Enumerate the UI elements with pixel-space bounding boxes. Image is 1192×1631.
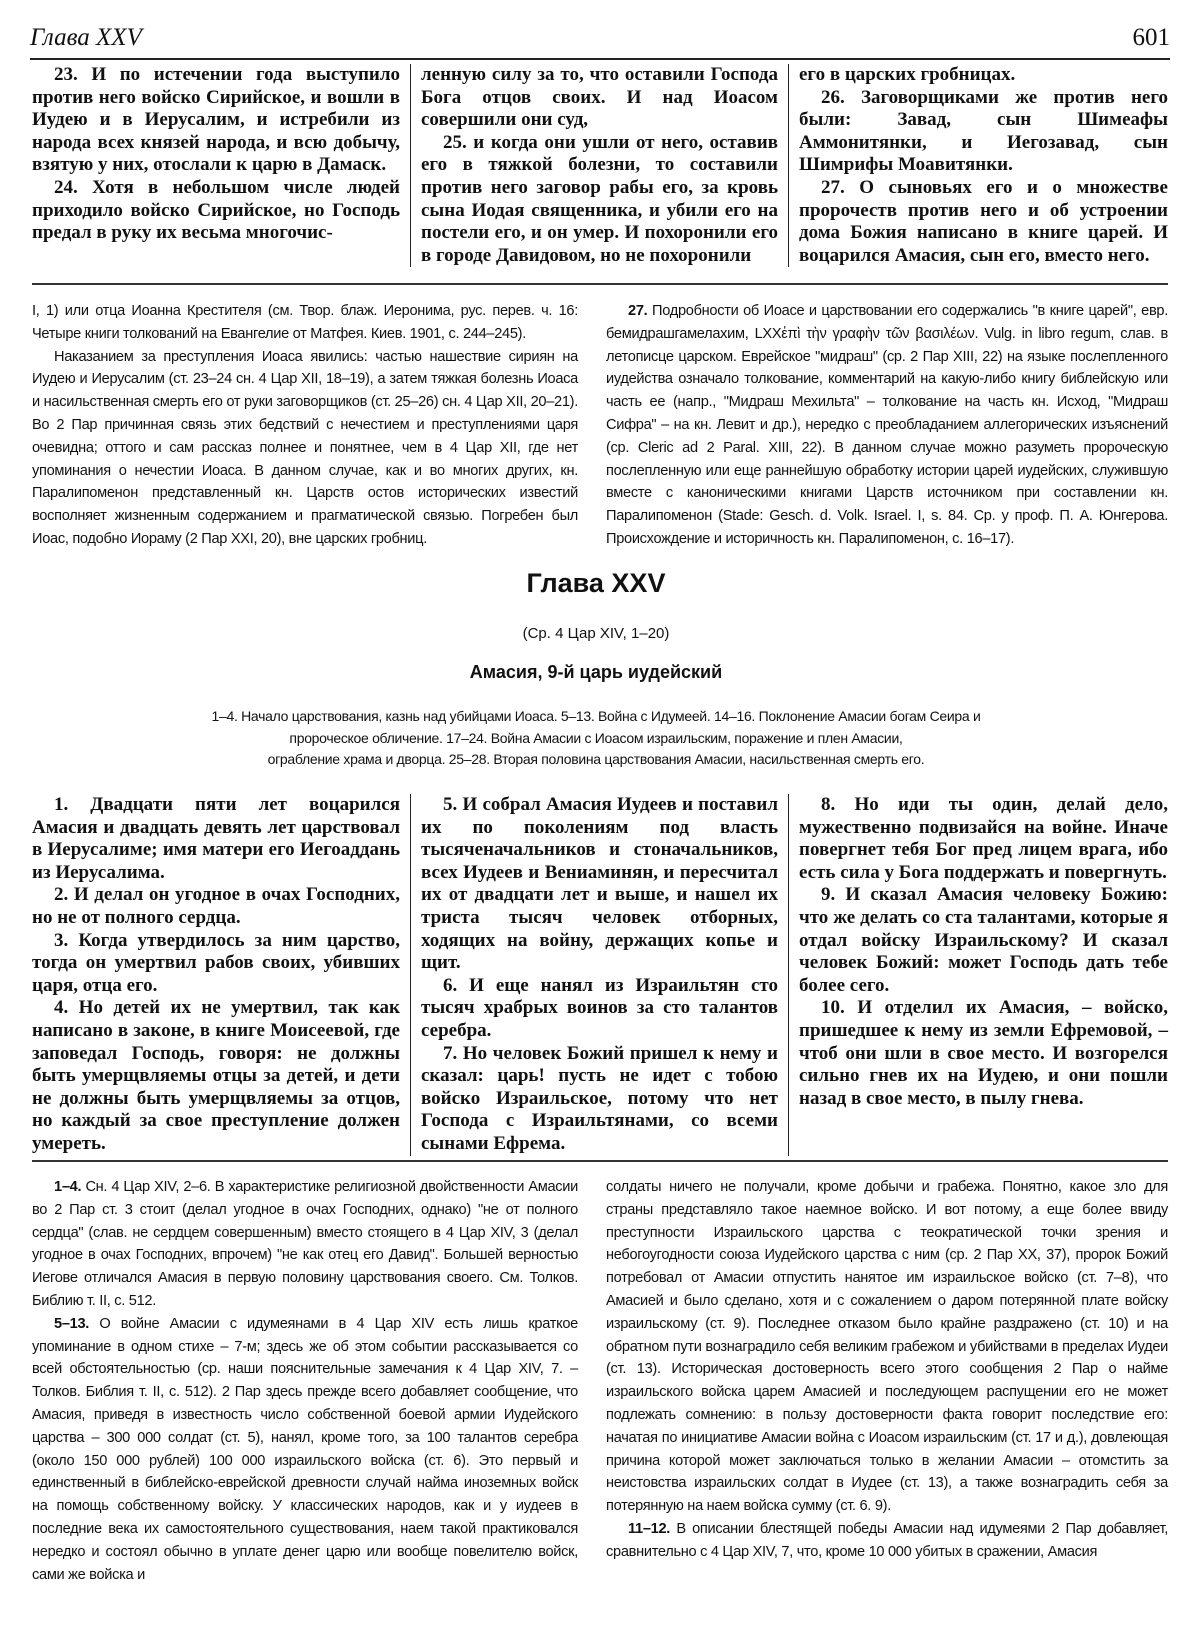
commentary-paragraph: солдаты ничего не получали, кроме добычи и грабежа. Понятно, какое зло для страны представляло такое наемное войско. И вот потому, а еще более ввиду преступности Израильского царства с теократической точки зрения и небогоугодности союза Иудейского царства с ним (ср. 2 Пар XX, 37), пророк Божий потребовал от Амасии отпустить нанятое им израильское войско (ст. 7–8), что Амасией и было сделано, хотя и с сожалением о даром потерянной плате войску израильскому (ст. 9). Последнее отказом было крайне раздражено (ст. 10) и на обратном пути вознаградило себя великим грабежом и убийствами в пределах Иудеи (ст. 13). Историческая достоверность всего этого сообщения 2 Пар о найме израильского войска царем Амасией и последующем распущении его не может подлежать сомнению: в пользу достоверности факта говорит последствие его: начатая по инициативе Амасии война с Иоасом израильским (ст. 17 и д.), довлеющая причина которой может заключаться только в желании Амасии – отомстить за неистовства израильских солдат в Иудее (ст. 13), а также вознаградить себя за потерянную на наем войска сумму (ст. 6. 9). [606,1179,1168,1515]
verse-6: 6. И еще нанял из Израильтян сто тысяч храбрых воинов за сто талантов серебра. [421,974,778,1041]
commentary-text: В описании блестящей победы Амасии над идумеями 2 Пар добавляет, сравнительно с 4 Цар XIV, 7, что, кроме 10 000 убитых в сражении, Амасия [606,1520,1168,1560]
scripture-column-2 [410,794,788,1156]
commentary-verse-label: 27. [628,303,648,319]
chapter-title: Глава XXV [526,568,666,598]
running-head-chapter: Глава XXV [30,24,142,51]
bottom-commentary-right [592,1176,1168,1586]
verse-4: 4. Но детей их не умертвил, так как написано в законе, в книге Моисеевой, где заповедал Господь, говоря: не должны быть умерщвляемы отцы за детей, и дети не должны быть умерщвляемы за отцов, но каждый за свое преступление должен умереть. [32,997,400,1154]
chapter-subtitle: Амасия, 9-й царь иудейский [469,662,723,682]
running-head [30,20,1170,56]
verse-9: 9. И сказал Амасия человеку Божию: что же делать со ста талантами, которые я отдал войску Израильскому? И сказал человек Божий: может Господь дать тебе более сего. [799,884,1168,996]
page-number: 601 [1132,24,1170,51]
bottom-commentary [32,1176,1168,1586]
bottom-commentary-left [32,1176,592,1586]
commentary-text: О войне Амасии с идумеянами в 4 Цар XIV есть лишь краткое упоминание в одном стихе – 7-м; здесь же об этом событии рассказывается со всей обстоятельностью (ср. наши пояснительные замечания к 4 Цар XIV, 7. – Толков. Библия т. II, с. 512). 2 Пар здесь прежде всего добавляет сообщение, что Амасия, приведя в известность число собственной боевой армии Иудейского царства – 300 000 солдат (ст. 5), нанял, кроме того, за 100 талантов серебра (около 150 000 рублей) 100 000 израильского войска (ст. 6). Это первый и единственный в библейско-еврейской древности случай найма иноземных войск на помощь собственному войску. У классических народов, как и у иудеев в последние века их самостоятельного существования, наем такой практиковался нередко и состоял обычно в уплате денег царю или вообще повелителю войск, сами же войска и [32,1315,578,1583]
commentary-paragraph [606,300,1168,551]
commentary-divider-top [32,283,1168,285]
commentary-paragraph: I, 1) или отца Иоанна Крестителя (см. Твор. блаж. Иеронима, рус. перев. ч. 16: Четыре книги толкований на Евангелие от Матфея. Киев. 1901, с. 244–245). [32,303,578,342]
scripture-column-1 [32,794,410,1156]
verse-24: 24. Хотя в небольшом числе людей приходило войско Сирийское, но Господь предал в руку их весьма многочис- [32,176,400,244]
commentary-paragraph [606,1518,1168,1564]
commentary-divider-bottom [32,1160,1168,1162]
summary-line: 1–4. Начало царствования, казнь над убийцами Иоаса. 5–13. Война с Идумеей. 14–16. Поклонение Амасии богам Сеира и [211,708,981,724]
bottom-scripture-columns [32,794,1168,1156]
verse-2: 2. И делал он угодное в очах Господних, но не от полного сердца. [32,884,400,928]
commentary-text: Сн. 4 Цар XIV, 2–6. В характеристике религиозной двойственности Амасии во 2 Пар ст. 3 стоит (делал угодное в очах Господних, однако) "не от полного сердца" (слав. не сердцем совершенным) вместо стоящего в 4 Цар XIV, 3 (делал угодное в очах Господних, впрочем) "не как отец его Давид". Большей верностью Иегове отличался Амасия в первую половину царствования своего. См. Толков. Библию т. II, с. 512. [32,1179,578,1309]
scripture-column-1 [32,64,410,267]
commentary-paragraph [32,1176,578,1313]
chapter-summary [190,706,1002,771]
verse-27: 27. О сыновьях его и о множестве пророчеств против него и об устроении дома Божия написано в книге царей. И воцарился Амасия, сын его, вместо него. [799,176,1168,266]
top-scripture-columns [32,64,1168,267]
verse-5: 5. И собрал Амасия Иудеев и поставил их по поколениям под власть тысяченачальников и стоначальников, всех Иудеев и Вениаминян, и пересчитал их от двадцати лет и выше, и нашел их триста тысяч человек отборных, ходящих на войну, держащих копье и щит. [421,794,778,974]
top-commentary-left [32,300,592,551]
scripture-column-3 [788,794,1168,1156]
header-rule [30,58,1170,60]
commentary-verse-label: 11–12. [628,1520,671,1537]
commentary-verse-label: 1–4. [54,1179,82,1195]
verse-23: 23. И по истечении года выступило против него войско Сирийское, и вошли в Иудею и в Иерусалим, и истребили из народа всех князей народа, и всю добычу, взятую у них, отослали к царю в Дамаск. [32,64,400,176]
commentary-paragraph [32,1313,578,1587]
commentary-paragraph: Наказанием за преступления Иоаса явились: частью нашествие сириян на Иудею и Иерусалим (ст. 23–24 сн. 4 Цар XII, 18–19), а затем тяжкая болезнь Иоаса и насильственная смерть его от руки заговорщиков (ст. 25–26) сн. 4 Цар XII, 20–21). Во 2 Пар причинная связь этих бедствий с нечестием и преступлениями царя очевидна; оттого и сам рассказ полнее и понятнее, чем в 4 Цар XII, где нет упоминания о нечестии Иоаса. В данном случае, как и во многих других, кн. Паралипоменон представленный кн. Царств остов исторических известий восполняет жизненным содержанием и прагматической связью. Погребен был Иоас, подобно Иораму (2 Пар XXI, 20), вне царских гробниц. [32,348,578,547]
verse-1: 1. Двадцати пяти лет воцарился Амасия и двадцать девять лет царствовал в Иерусалиме; имя матери его Иегоаддань из Иерусалима. [32,794,400,883]
summary-line: ограбление храма и дворца. 25–28. Вторая половина царствования Амасии, насильственная смерть его. [267,751,925,767]
chapter-reference: (Ср. 4 Цар XIV, 1–20) [522,625,670,642]
verse-8: 8. Но иди ты один, делай дело, мужественно подвизайся на войне. Иначе повергнет тебя Бог пред лицем врага, ибо есть сила у Бога поддержать и повергнуть. [799,794,1168,883]
commentary-verse-label: 5–13. [54,1315,90,1332]
verse-24-continued: ленную силу за то, что оставили Господа Бога отцов своих. И над Иоасом совершили они суд, [421,64,778,131]
top-commentary-right [592,300,1168,551]
summary-line: пророческое обличение. 17–24. Война Амасии с Иоасом израильским, поражение и плен Амасии, [289,729,903,746]
verse-25-continued: его в царских гробницах. [799,64,1016,85]
verse-10: 10. И отделил их Амасия, – войско, пришедшее к нему из земли Ефремовой, – чтоб они шли в свое место. И возгорелся сильно гнев их на Иудею, и они пошли назад в свое место, в пылу гнева. [799,997,1168,1109]
verse-7: 7. Но человек Божий пришел к нему и сказал: царь! пусть не идет с тобою войско Израильское, потому что нет Господа с Израильтянами, со всеми сынами Ефрема. [421,1042,778,1154]
verse-25: 25. и когда они ушли от него, оставив его в тяжкой болезни, то составили против него заговор рабы его, за кровь сына Иодая священника, и убили его на постели его, и он умер. И похоронили его в городе Давидовом, но не похоронили [421,131,778,266]
verse-26: 26. Заговорщиками же против него были: Завад, сын Шимеафы Аммонитянки, и Иегозавад, сын Шимрифы Моавитянки. [799,86,1168,176]
verse-3: 3. Когда утвердилось за ним царство, тогда он умертвил рабов своих, убивших царя, отца его. [32,929,400,996]
scripture-column-2 [410,64,788,267]
commentary-text: Подробности об Иоасе и царствовании его содержались "в книге царей", евр. бемидрашгамелахим, LXXἐπὶ τὴν γραφὴν τῶν βασιλέων. Vulg. in libro regum, слав. в летописце царском. Еврейское "мидраш" (ср. 2 Пар XIII, 22) на языке послепленного иудейства означало толкование, комментарий на какую-либо книгу библейскую или часть ее (напр., "Мидраш Мехильта" – толкование на часть кн. Исход, "Мидраш Сифра" – на кн. Левит и др.), нередко с преобладанием аллегорических изъяснений (ср. Cleric ad 2 Paral. XIII, 22). В данном случае можно разуметь пророческую послепленную или еще раннейшую обработку истории царей иудейских, служившую вместе с каноническими книгами Царств источником при составлении кн. Паралипоменон (Stade: Gesch. d. Volk. Israel. I, s. 84. Ср. у проф. П. А. Юнгерова. Происхождение и историчность кн. Паралипоменон, с. 16–17). [606,303,1168,547]
scripture-column-3 [788,64,1168,267]
top-commentary [32,300,1168,551]
